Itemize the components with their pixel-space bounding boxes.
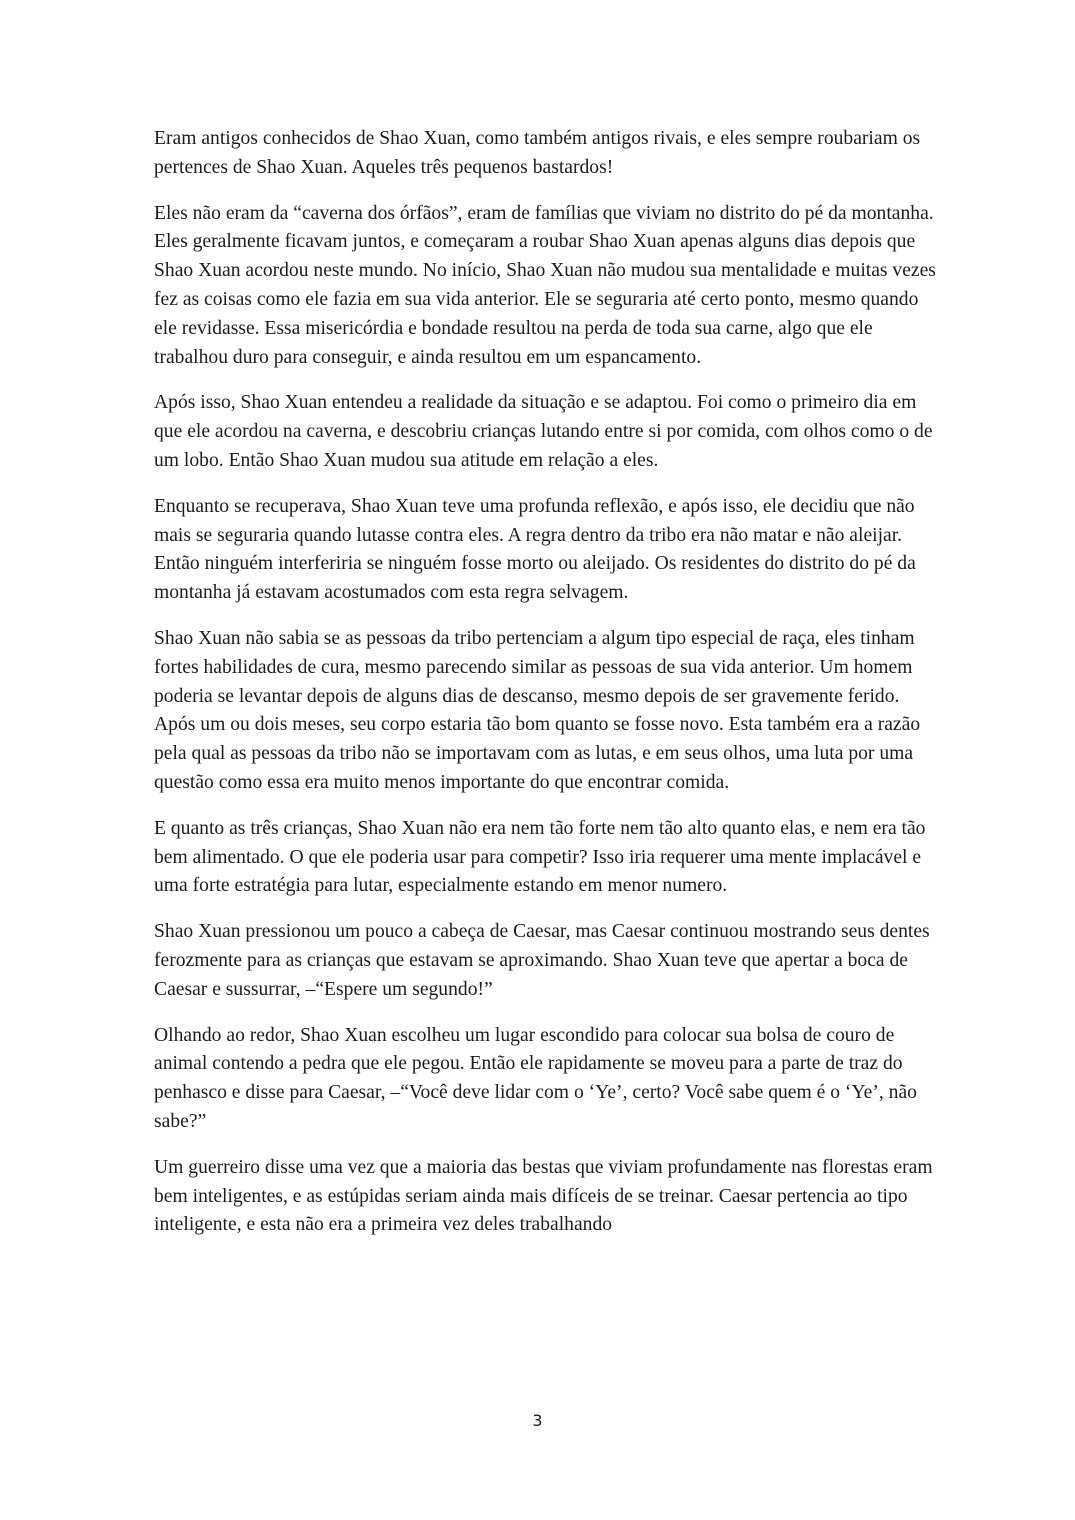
paragraph-3: Após isso, Shao Xuan entendeu a realidade da situação e se adaptou. Foi como o primeiro dia em que ele acordou na caverna, e descobriu crianças lutando entre si por comida, com olhos como o de um lobo. Então Shao Xuan mudou sua atitude em relação a eles.: [154, 392, 933, 471]
paragraph-1: Eram antigos conhecidos de Shao Xuan, como também antigos rivais, e eles sempre roubariam os pertences de Shao Xuan. Aqueles três pequenos bastardos!: [154, 128, 921, 178]
body-text: [154, 125, 944, 1257]
paragraph-7: Shao Xuan pressionou um pouco a cabeça de Caesar, mas Caesar continuou mostrando seus dentes ferozmente para as crianças que estavam se aproximando. Shao Xuan teve que apertar a boca de Caesar e sussurrar, –“Espere um segundo!”: [154, 921, 930, 1000]
paragraph-6: E quanto as três crianças, Shao Xuan não era nem tão forte nem tão alto quanto elas, e nem era tão bem alimentado. O que ele poderia usar para competir? Isso iria requerer uma mente implacável e uma forte estratégia para lutar, especialmente estando em menor numero.: [154, 817, 926, 897]
page-number: 3: [532, 1411, 543, 1430]
paragraph-5: Shao Xuan não sabia se as pessoas da tribo pertenciam a algum tipo especial de raça, eles tinham fortes habilidades de cura, mesmo parecendo similar as pessoas de sua vida anterior. Um homem poderia se levantar depois de alguns dias de descanso, mesmo depois de ser gravemente ferido. Após um ou dois meses, seu corpo estaria tão bom quanto se fosse novo. Esta também era a razão pela qual as pessoas da tribo não se importavam com as lutas, e em seus olhos, uma luta por uma questão como essa era muito menos importante do que encontrar comida.: [154, 627, 921, 793]
paragraph-9: Um guerreiro disse uma vez que a maioria das bestas que viviam profundamente nas florestas eram bem inteligentes, e as estúpidas seriam ainda mais difíceis de se treinar. Caesar pertencia ao tipo inteligente, e esta não era a primeira vez deles trabalhando: [154, 1156, 933, 1236]
paragraph-2: Eles não eram da “caverna dos órfãos”, eram de famílias que viviam no distrito do pé da montanha. Eles geralmente ficavam juntos, e começaram a roubar Shao Xuan apenas alguns dias depois que Shao Xuan acordou neste mundo. No início, Shao Xuan não mudou sua mentalidade e muitas vezes fez as coisas como ele fazia em sua vida anterior. Ele se seguraria até certo ponto, mesmo quando ele revidasse. Essa misericórdia e bondade resultou na perda de toda sua carne, algo que ele trabalhou duro para conseguir, e ainda resultou em um espancamento.: [154, 202, 936, 368]
paragraph-4: Enquanto se recuperava, Shao Xuan teve uma profunda reflexão, e após isso, ele decidiu que não mais se seguraria quando lutasse contra eles. A regra dentro da tribo era não matar e não aleijar. Então ninguém interferiria se ninguém fosse morto ou aleijado. Os residentes do distrito do pé da montanha já estavam acostumados com esta regra selvagem.: [154, 495, 916, 604]
paragraph-8: Olhando ao redor, Shao Xuan escolheu um lugar escondido para colocar sua bolsa de couro de animal contendo a pedra que ele pegou. Então ele rapidamente se moveu para a parte de traz do penhasco e disse para Caesar, –“Você deve lidar com o ‘Ye’, certo? Você sabe quem é o ‘Ye’, não sabe?”: [154, 1024, 917, 1132]
